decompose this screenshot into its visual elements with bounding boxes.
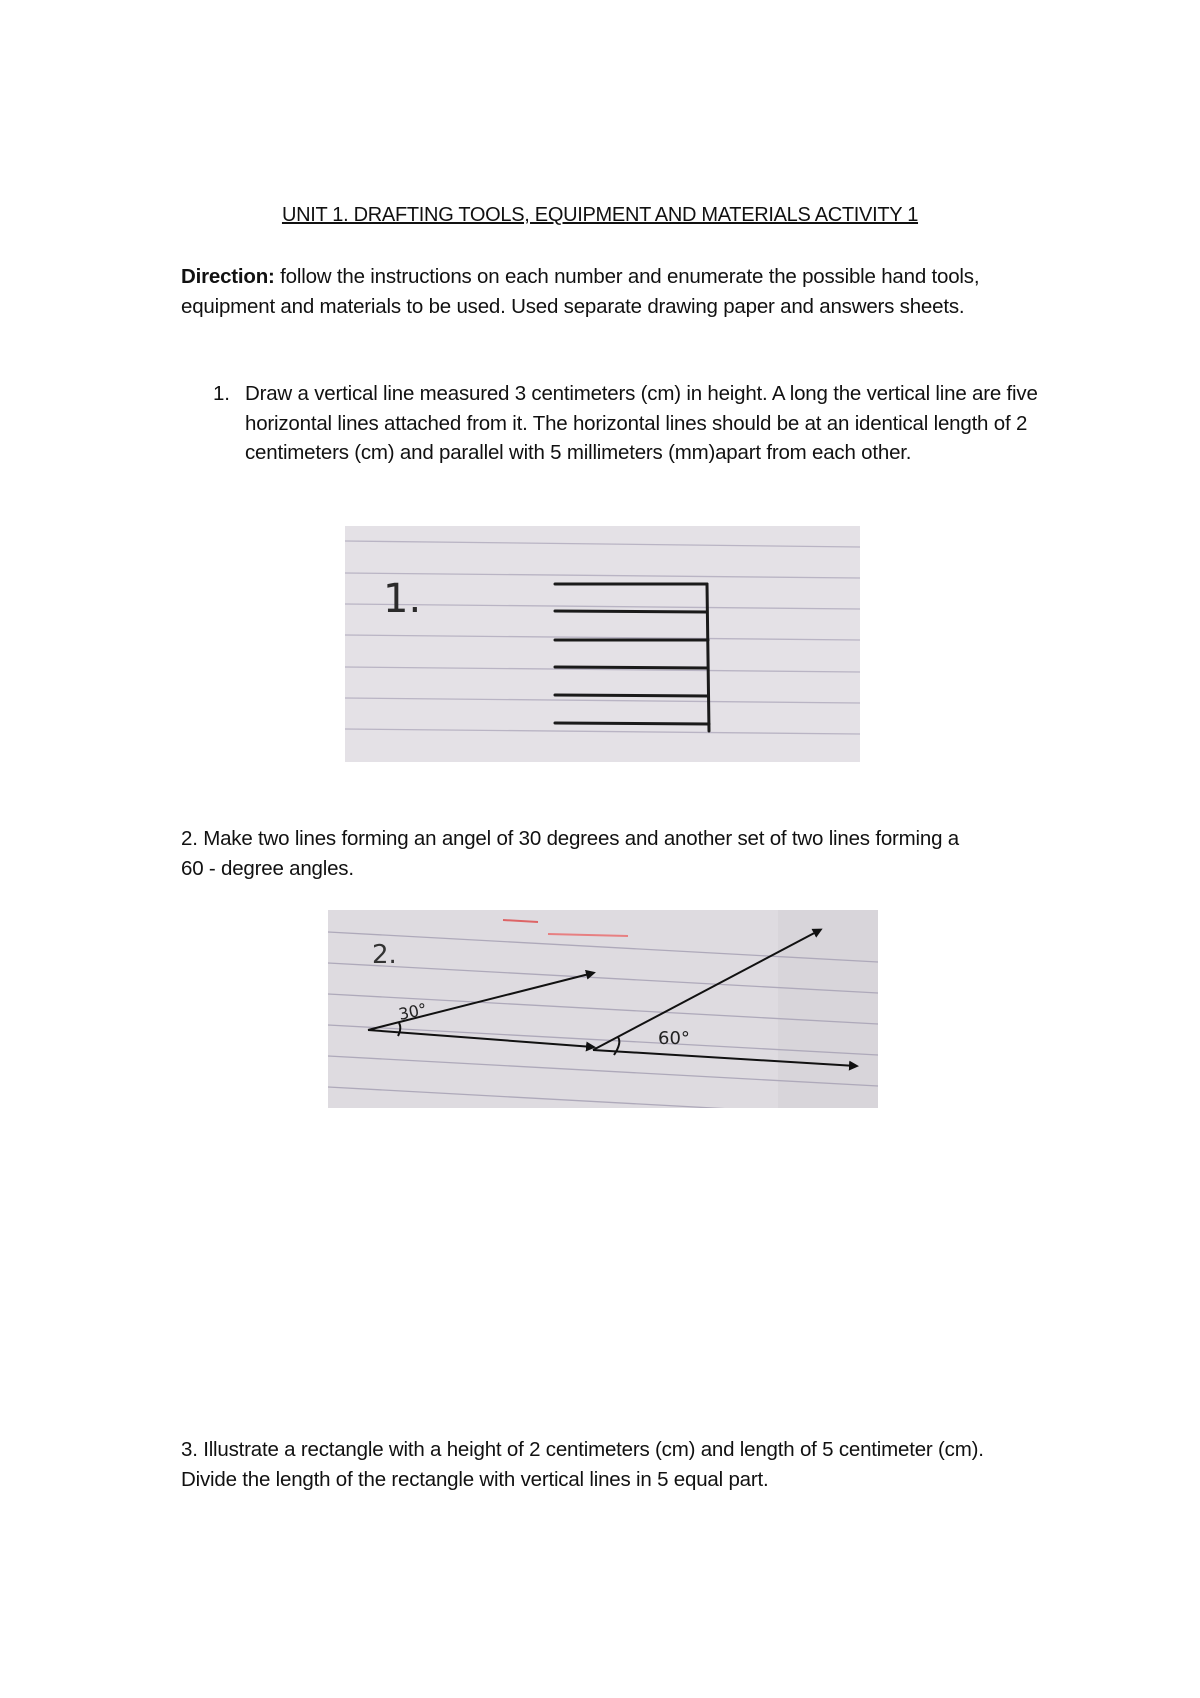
drawing-photo-2 — [328, 910, 878, 1108]
instruction-item-1 — [213, 379, 1043, 468]
item-text: Draw a vertical line measured 3 centimeters (cm) in height. A long the vertical line are five horizontal lines attached from it. The horizontal lines should be at an identical length of 2 centimeters (cm) and parallel with 5 millimeters (mm)apart from each other. — [245, 382, 1038, 464]
direction-text: follow the instructions on each number and enumerate the possible hand tools, equipment and materials to be used. Used separate drawing paper and answers sheets. — [181, 265, 980, 318]
angle-60-label: 60° — [658, 1028, 690, 1049]
instruction-item-3: 3. Illustrate a rectangle with a height of 2 centimeters (cm) and length of 5 centimeter (cm). Divide the length of the rectangle with vertical lines in 5 equal part. — [181, 1438, 984, 1491]
photo-2-svg — [328, 910, 878, 1108]
photo-1-svg — [345, 526, 860, 762]
instruction-item-2: 2. Make two lines forming an angel of 30 degrees and another set of two lines forming a 60 - degree angles. — [181, 827, 960, 880]
drawing-photo-1 — [345, 526, 860, 762]
page-title: UNIT 1. DRAFTING TOOLS, EQUIPMENT AND MATERIALS ACTIVITY 1 — [281, 204, 919, 226]
item-number: 1. — [213, 382, 230, 405]
angle-30-label: 30° — [396, 999, 429, 1024]
direction-paragraph — [181, 262, 1041, 321]
photo-1-label: 1. — [383, 576, 422, 622]
photo-2-label: 2. — [372, 940, 397, 970]
direction-label: Direction: — [181, 265, 275, 288]
